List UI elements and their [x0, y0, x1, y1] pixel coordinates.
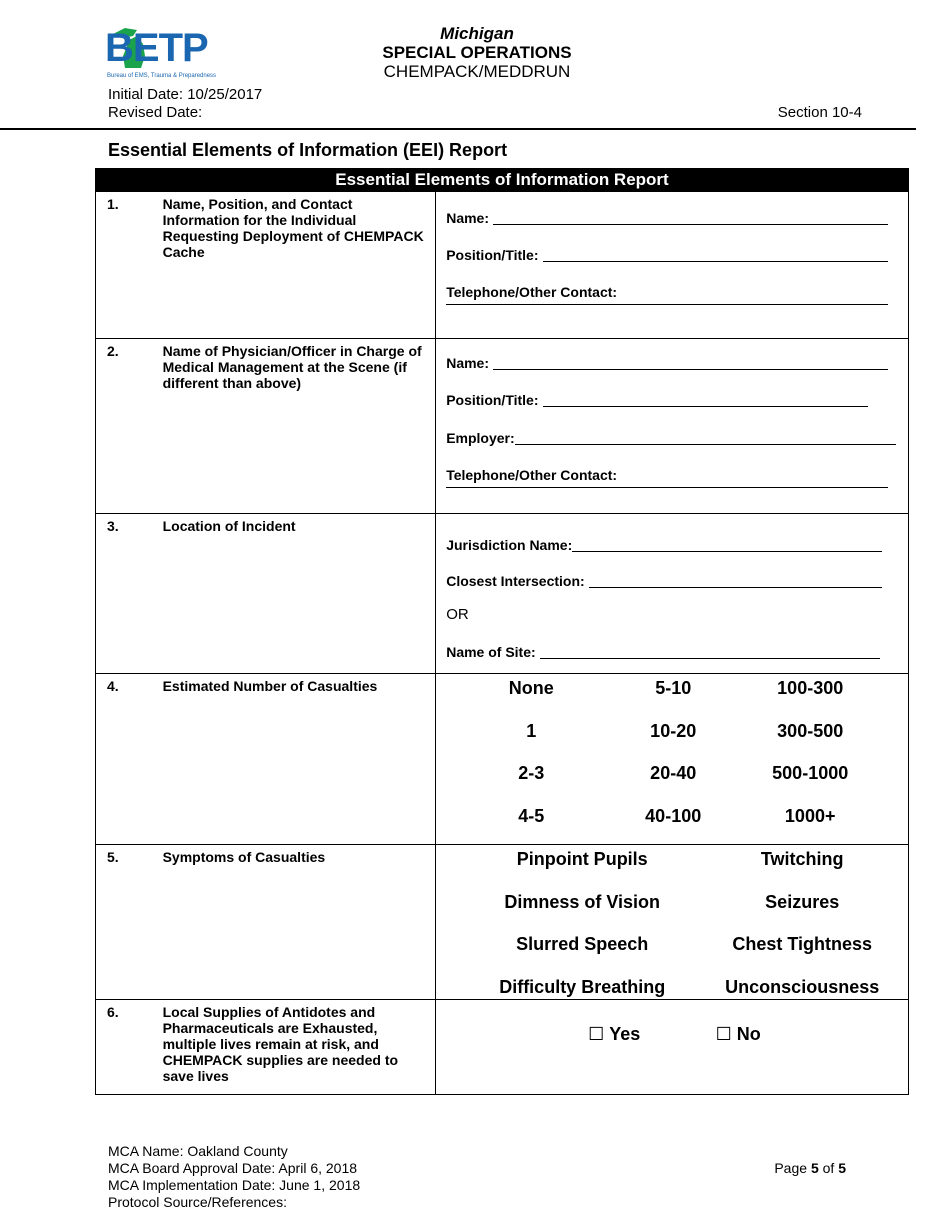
symptom-option[interactable]: Pinpoint Pupils [516, 849, 648, 869]
yes-checkbox[interactable]: ☐ Yes [588, 1024, 641, 1044]
symptom-option[interactable]: Slurred Speech [516, 934, 649, 954]
symptom-option[interactable]: Difficulty Breathing [499, 976, 666, 997]
approval-date: MCA Board Approval Date: April 6, 2018 [108, 1160, 358, 1176]
intersection-field[interactable]: Closest Intersection: [446, 573, 882, 589]
position-field[interactable]: Position/Title: [446, 392, 868, 408]
telephone-line[interactable] [446, 304, 888, 305]
table-row [96, 192, 909, 339]
employer-field[interactable]: Employer: [446, 430, 896, 446]
no-checkbox[interactable]: ☐ No [715, 1024, 761, 1044]
jurisdiction-field[interactable]: Jurisdiction Name: [446, 537, 882, 553]
initial-date: Initial Date: 10/25/2017 [108, 86, 263, 103]
casualty-option[interactable]: 300-500 [777, 720, 844, 741]
revised-date: Revised Date: [108, 104, 203, 121]
row-fields [436, 192, 909, 339]
table-row [96, 1000, 909, 1095]
page-title: Essential Elements of Information (EEI) Report [108, 140, 508, 160]
casualty-option[interactable]: 1 [526, 720, 537, 741]
protocol-source: Protocol Source/References: [108, 1194, 287, 1210]
row-fields [436, 339, 909, 514]
checkbox-icon: ☐ [715, 1024, 737, 1044]
telephone-line[interactable] [446, 487, 888, 488]
row-number: 1. [96, 192, 163, 339]
section-number: Section 10-4 [777, 104, 862, 121]
logo-text: BETP [105, 26, 208, 70]
or-label: OR [446, 606, 469, 623]
mca-name: MCA Name: Oakland County [108, 1143, 288, 1159]
page-number: Page 5 of 5 [774, 1160, 846, 1176]
dates [108, 86, 262, 122]
row-number: 5. [96, 845, 163, 1000]
row-fields [436, 514, 909, 674]
symptom-option[interactable]: Unconsciousness [725, 976, 880, 997]
row-number: 6. [96, 1000, 163, 1095]
header-title [277, 24, 677, 81]
casualty-option[interactable]: 4-5 [518, 805, 545, 826]
row-label: Local Supplies of Antidotes and Pharmaceuticals are Exhausted, multiple lives remain at risk, and CHEMPACK supplies are needed to save lives [163, 1000, 436, 1095]
site-field[interactable]: Name of Site: [446, 644, 880, 660]
symptom-option[interactable]: Twitching [760, 849, 844, 869]
telephone-field[interactable]: Telephone/Other Contact: [446, 467, 618, 483]
symptom-option[interactable]: Chest Tightness [732, 934, 873, 954]
symptom-option[interactable]: Seizures [765, 891, 840, 912]
row-label: Symptoms of Casualties [163, 845, 436, 1000]
symptom-option[interactable]: Dimness of Vision [504, 891, 661, 912]
betp-logo [105, 26, 255, 82]
casualty-option[interactable]: 2-3 [518, 763, 545, 783]
telephone-field[interactable]: Telephone/Other Contact: [446, 284, 618, 300]
table-row [96, 674, 909, 845]
name-field[interactable]: Name: [446, 210, 888, 226]
position-field[interactable]: Position/Title: [446, 247, 888, 263]
table-row [96, 514, 909, 674]
casualty-option[interactable]: 40-100 [645, 805, 702, 826]
implementation-date: MCA Implementation Date: June 1, 2018 [108, 1177, 361, 1193]
symptom-options [436, 845, 909, 1000]
row-label: Estimated Number of Casualties [163, 674, 436, 845]
yes-no-options [436, 1000, 909, 1095]
casualty-option[interactable]: 100-300 [777, 678, 844, 698]
casualty-option[interactable]: 20-40 [650, 763, 697, 783]
footer-info [108, 1143, 360, 1211]
row-label: Location of Incident [163, 514, 436, 674]
casualty-option[interactable]: 5-10 [655, 678, 692, 698]
table-row [96, 339, 909, 514]
casualty-option[interactable]: 1000+ [784, 805, 836, 826]
name-field[interactable]: Name: [446, 355, 888, 371]
checkbox-icon: ☐ [588, 1024, 610, 1044]
logo-tagline: Bureau of EMS, Trauma & Preparedness [107, 73, 217, 79]
program-title: SPECIAL OPERATIONS [382, 43, 572, 62]
row-number: 4. [96, 674, 163, 845]
row-label: Name, Position, and Contact Information for the Individual Requesting Deployment of CHEMPACK Cache [163, 192, 436, 339]
table-heading: Essential Elements of Information Report [96, 169, 909, 192]
row-number: 2. [96, 339, 163, 514]
table-row [96, 845, 909, 1000]
state-name: Michigan [440, 24, 514, 43]
program-subtitle: CHEMPACK/MEDDRUN [383, 62, 571, 81]
casualty-option[interactable]: 500-1000 [772, 763, 849, 783]
row-number: 3. [96, 514, 163, 674]
header-divider [0, 128, 916, 130]
casualty-options [436, 674, 909, 845]
casualty-option[interactable]: 10-20 [650, 720, 697, 741]
casualty-option[interactable]: None [508, 678, 554, 698]
row-label: Name of Physician/Officer in Charge of Medical Management at the Scene (if different than above) [163, 339, 436, 514]
eei-table [95, 168, 909, 1095]
